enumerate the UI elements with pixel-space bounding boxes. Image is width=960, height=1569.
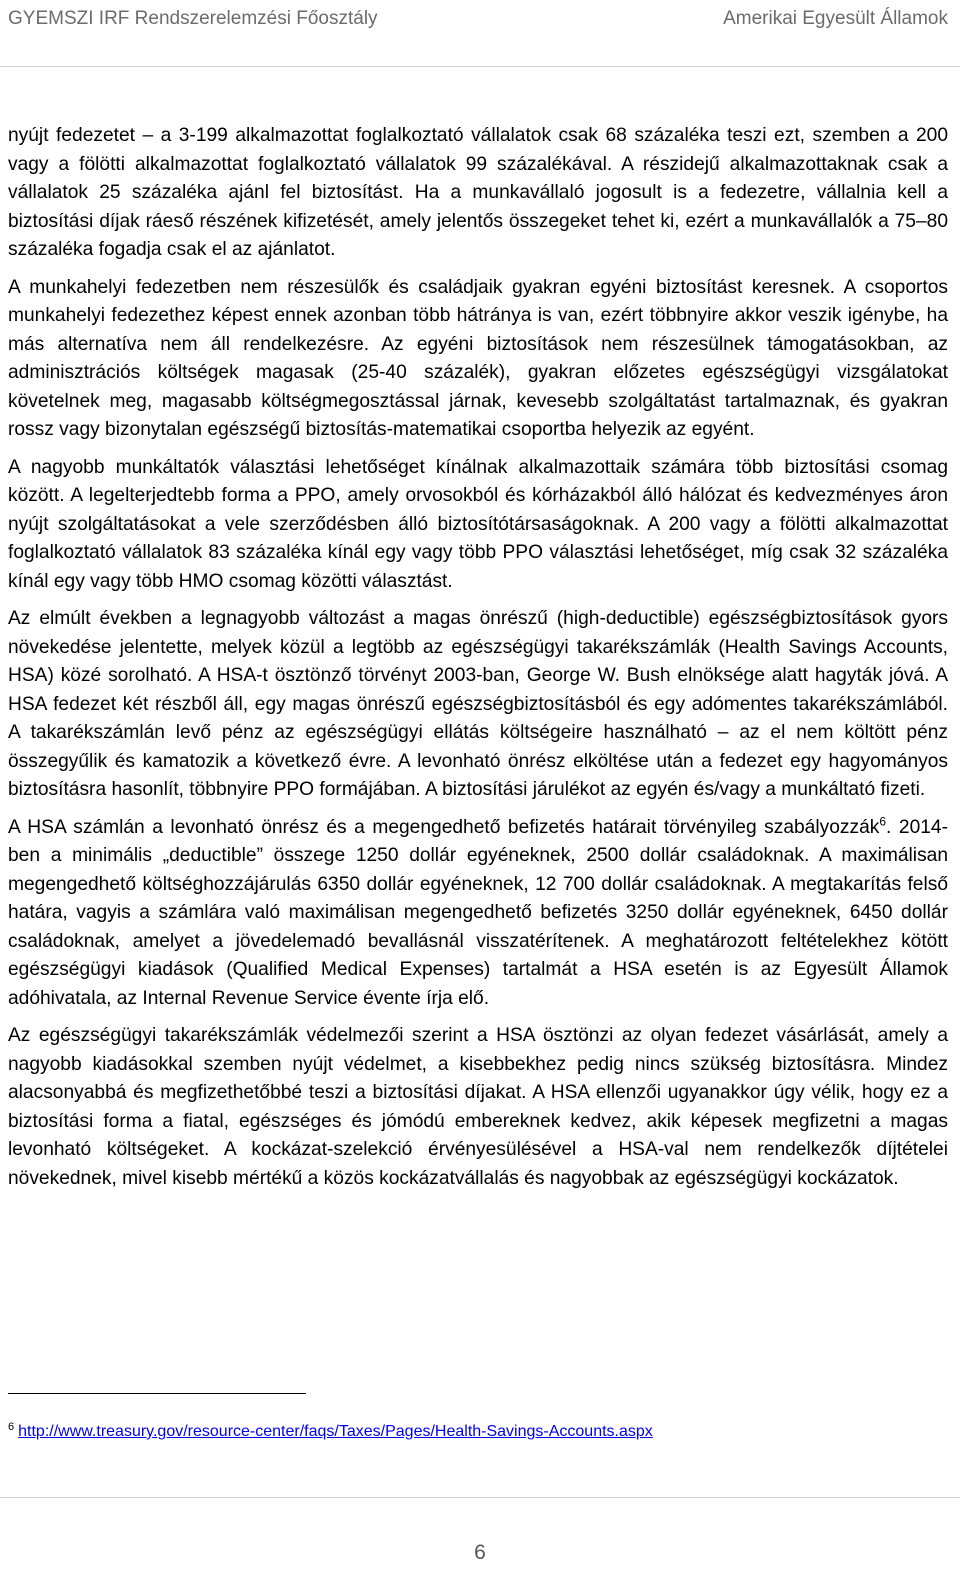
page-header (8, 4, 948, 34)
footer-divider (0, 1497, 960, 1498)
header-left-title: GYEMSZI IRF Rendszerelemzési Főosztály (8, 8, 378, 29)
header-divider (0, 66, 960, 67)
page-number: 6 (474, 1541, 486, 1564)
paragraph-1: nyújt fedezetet – a 3-199 alkalmazottat foglalkoztató vállalatok csak 68 százaléka teszi ezt, szemben a 200 vagy a fölötti alkalmazottat foglalkoztató vállalatok 99 százalékával. A részidejű alkalmazottaknak csak a vállalatok 25 százaléka ajánl fel biztosítást. Ha a munkavállaló jogosult is a fedezetre, vállalnia kell a biztosítási díjak ráeső részének kifizetését, amely jelentős összegeket tehet ki, ezért a munkavállalók a 75–80 százaléka fogadja csak el az ajánlatot. (8, 125, 948, 260)
paragraph-4: Az elmúlt években a legnagyobb változást a magas önrészű (high-deductible) egészségbiztosítások gyors növekedése jelentette, melyek közül a legtöbb az egészségügyi takarékszámlák (Health Savings Accounts, HSA) közé sorolható. A HSA-t ösztönző törvényt 2003-ban, George W. Bush elnöksége alatt hagyták jóvá. A HSA fedezet két részből áll, egy magas önrészű egészségbiztosításból és egy adómentes takarékszámlából. A takarékszámlán levő pénz az egészségügyi ellátás költségeire használható – az el nem költött pénz összegyűlik és kamatozik a következő évre. A levonható önrész elköltése után a fedezet egy hagyományos biztosításra hasonlít, többnyire PPO formájában. A biztosítási járulékot az egyén és/vagy a munkáltató fizeti. (8, 608, 948, 800)
paragraph-6: Az egészségügyi takarékszámlák védelmezői szerint a HSA ösztönzi az olyan fedezet vásárlását, amely a nagyobb kiadásokkal szemben nyújt védelmet, a kisebbekhez pedig nincs szükség biztosításra. Mindez alacsonyabbá és megfizethetőbbé teszi a biztosítási díjakat. A HSA ellenzői ugyanakkor úgy vélik, hogy ez a biztosítási forma a fiatal, egészséges és jómódú embereknek kedvez, akik képesek megfizetni a magas levonható költségeket. A kockázat-szelekció érvényesülésével a HSA-val nem rendelkezők díjtételei növekednek, mivel kisebb mértékű a közös kockázatvállalás és nagyobbak az egészségügyi kockázatok. (8, 1025, 948, 1189)
footnote-link[interactable]: http://www.treasury.gov/resource-center/faqs/Taxes/Pages/Health-Savings-Accounts.aspx (18, 1423, 653, 1440)
header-right-title: Amerikai Egyesült Államok (723, 8, 948, 29)
paragraph-5-part-a: A HSA számlán a levonható önrész és a megengedhető befizetés határait törvényileg szabályozzák (8, 816, 880, 838)
footnote-number: 6 (8, 1420, 15, 1433)
footnote (8, 1421, 653, 1443)
paragraph-5 (8, 814, 948, 1014)
footnote-separator (8, 1393, 306, 1394)
paragraph-3: A nagyobb munkáltatók választási lehetőséget kínálnak alkalmazottaik számára több biztosítási csomag között. A legelterjedtebb forma a PPO, amely orvosokból és kórházakból álló hálózat és kedvezményes áron nyújt szolgáltatásokat a vele szerződésben álló biztosítótársaságoknak. A 200 vagy a fölötti alkalmazottat foglalkoztató vállalatok 83 százaléka kínál egy vagy több PPO választási lehetőséget, míg csak 32 százaléka kínál egy vagy több HMO csomag közötti választást. (8, 456, 948, 592)
document-body (8, 122, 948, 1202)
footnote-reference[interactable]: 6 (879, 814, 887, 829)
paragraph-2: A munkahelyi fedezetben nem részesülők és családjaik gyakran egyéni biztosítást keresnek. A csoportos munkahelyi fedezethez képest ennek azonban több hátránya is van, ezért többnyire akkor veszik igénybe, ha más alternatíva nem áll rendelkezésre. Az egyéni biztosítások nem részesülnek támogatásokban, az adminisztrációs költségek magasak (25-40 százalék), gyakran előzetes egészségügyi vizsgálatokat követelnek meg, magasabb költségmegosztással járnak, kevesebb szolgáltatást tartalmaznak, és gyakran rossz vagy bizonytalan egészségű biztosítás-matematikai csoportba helyezik az egyént. (8, 276, 948, 440)
paragraph-5-part-b: . 2014-ben a minimális „deductible” összege 1250 dollár egyéneknek, 2500 dollár családoknak. A maximálisan megengedhető költséghozzájárulás 6350 dollár egyéneknek, 12 700 dollár családoknak. A megtakarítás felső határa, vagyis a számlára való maximálisan megengedhető befizetés 3250 dollár egyéneknek, 6450 dollár családoknak, amelyet a jövedelemadó bevallásnál visszatérítenek. A meghatározott feltételekhez kötött egészségügyi kiadások (Qualified Medical Expenses) tartalmát a HSA esetén is az Egyesült Államok adóhivatala, az Internal Revenue Service évente írja elő. (8, 816, 948, 1009)
